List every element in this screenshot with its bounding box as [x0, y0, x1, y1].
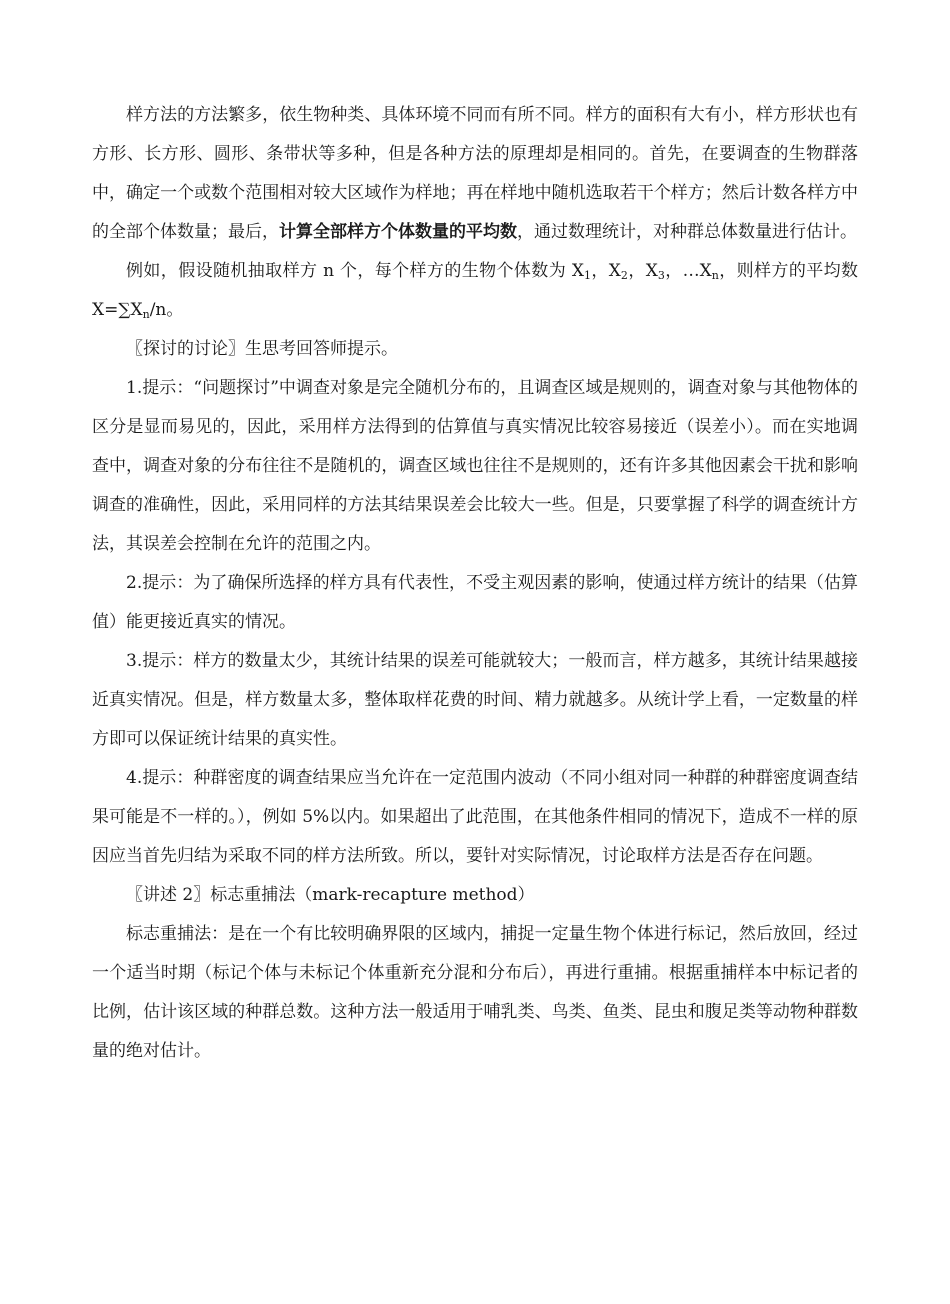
section-heading-mark-recapture: 〖讲述 2〗标志重捕法（mark-recapture method） [126, 885, 535, 905]
hint-3: 3.提示：样方的数量太少，其统计结果的误差可能就较大；一般而言，样方越多，其统计结果越接近真实情况。但是，样方数量太多，整体取样花费的时间、精力就越多。从统计学上看，一定数量的样方即可以保证统计结果的真实性。 [92, 651, 858, 749]
emphasis-average: 计算全部样方个体数量的平均数 [279, 222, 517, 242]
paragraph-quadrat-method: 样方法的方法繁多，依生物种类、具体环境不同而有所不同。样方的面积有大有小，样方形状也有方形、长方形、圆形、条带状等多种，但是各种方法的原理却是相同的。首先，在要调查的生物群落中，确定一个或数个范围相对较大区域作为样地；再在样地中随机选取若干个样方；然后计数各样方中的全部个体数量；最后，计算全部样方个体数量的平均数，通过数理统计，对种群总体数量进行估计。 [92, 105, 858, 242]
hint-4: 4.提示：种群密度的调查结果应当允许在一定范围内波动（不同小组对同一种群的种群密度调查结果可能是不一样的。），例如 5%以内。如果超出了此范围，在其他条件相同的情况下，造成不一样的原因应当首先归结为采取不同的样方法所致。所以，要针对实际情况，讨论取样方法是否存在问题。 [92, 768, 858, 866]
hint-2: 2.提示：为了确保所选择的样方具有代表性，不受主观因素的影响，使通过样方统计的结果（估算值）能更接近真实的情况。 [92, 573, 858, 632]
paragraph-mark-recapture: 标志重捕法：是在一个有比较明确界限的区域内，捕捉一定量生物个体进行标记，然后放回，经过一个适当时期（标记个体与未标记个体重新充分混和分布后），再进行重捕。根据重捕样本中标记者的比例，估计该区域的种群总数。这种方法一般适用于哺乳类、鸟类、鱼类、昆虫和腹足类等动物种群数量的绝对估计。 [92, 924, 858, 1061]
section-heading-discussion: 〖探讨的讨论〗生思考回答师提示。 [126, 339, 398, 359]
document-page [92, 96, 858, 1071]
hint-1: 1.提示：“问题探讨”中调查对象是完全随机分布的，且调查区域是规则的，调查对象与其他物体的区分是显而易见的，因此，采用样方法得到的估算值与真实情况比较容易接近（误差小）。而在实地调查中，调查对象的分布往往不是随机的，调查区域也往往不是规则的，还有许多其他因素会干扰和影响调查的准确性，因此，采用同样的方法其结果误差会比较大一些。但是，只要掌握了科学的调查统计方法，其误差会控制在允许的范围之内。 [92, 378, 858, 554]
paragraph-example-formula: 例如，假设随机抽取样方 n 个，每个样方的生物个体数为 $X_1$，$X_2$，$X_3$，$\dots X_n$，则样方的平均数 $X=\sum X_n/n$。 [92, 261, 859, 321]
